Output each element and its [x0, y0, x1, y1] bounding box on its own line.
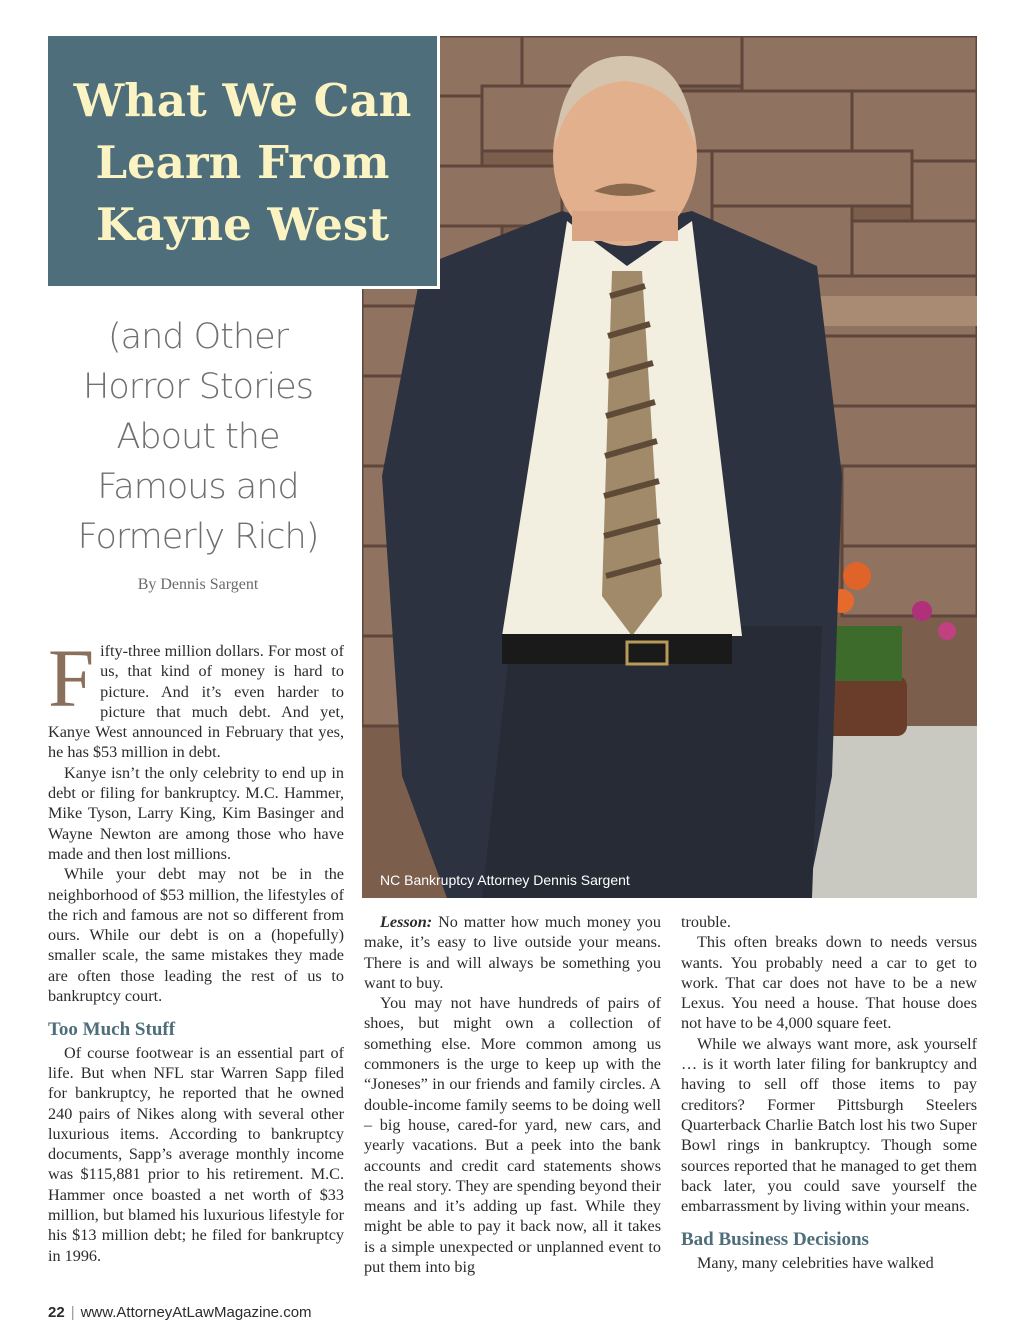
title-line: Learn From: [95, 136, 390, 189]
subtitle-line: About the: [116, 417, 280, 457]
paragraph-text: ifty-three million dollars. For most of us, that kind of money is hard to picture. And it’s even harder to picture that much debt. And yet, Kanye West announced in February that yes, he has $53 million in debt.: [48, 642, 344, 762]
paragraph: While we always want more, ask yourself … is it worth later filing for bankruptcy and having to sell off those items to pay creditors? Former Pittsburgh Steelers Quarterback Charlie Batch lost his two Super Bowl rings in bankruptcy. Though some sources reported that he managed to get them back later, you could save yourself the embarrassment by living within your means.: [681, 1034, 977, 1216]
drop-cap: F: [48, 632, 95, 724]
subtitle-line: (and Other: [107, 317, 288, 357]
column-1: [48, 632, 344, 1266]
paragraph: You may not have hundreds of pairs of shoes, but might own a collection of something else. More common among us commoners is the urge to keep up with the “Joneses” in our friends and family circles. A double-income family seems to be doing well – big house, cared-for yard, new cars, and yearly vacations. But a peek into the bank accounts and credit card statements shows the real story. They are spending beyond their means and it’s adding up fast. While they might be able to pay it back now, all it takes is a simple unexpected or unplanned event to put them into big: [364, 994, 661, 1277]
lesson-label: Lesson:: [380, 913, 433, 931]
footer-site-link[interactable]: www.AttorneyAtLawMagazine.com: [80, 1304, 312, 1321]
paragraph-text: No matter how much money you make, it’s easy to live outside your means. There is and will always be something you want to buy.: [364, 913, 661, 992]
footer-separator: |: [70, 1304, 75, 1321]
photo-caption: NC Bankruptcy Attorney Dennis Sargent: [380, 872, 630, 888]
paragraph: Of course footwear is an essential part of life. But when NFL star Warren Sapp filed for bankruptcy, he reported that he owned 240 pairs of Nikes along with several other luxurious items. According to bankruptcy documents, Sapp’s average monthly income was $115,881 prior to his retirement. M.C. Hammer once boasted a net worth of $33 million, but blamed his luxurious lifestyle for his $13 million debt; he filed for bankruptcy in 1996.: [48, 1043, 344, 1265]
subtitle-line: Formerly Rich): [77, 517, 319, 557]
title-line: Kayne West: [95, 198, 390, 251]
paragraph: trouble.: [681, 913, 731, 931]
photo-illustration: [362, 36, 977, 898]
page-footer: [48, 1304, 312, 1321]
section-heading: Too Much Stuff: [48, 1019, 176, 1041]
paragraph: [48, 632, 344, 763]
column-2: [364, 912, 661, 1277]
article-subtitle: [48, 312, 348, 562]
title-line: What We Can: [73, 74, 412, 127]
paragraph: This often breaks down to needs versus wants. You probably need a car to get to work. That car does not have to be a new Lexus. You need a house. That house does not have to be 4,000 square feet.: [681, 933, 977, 1033]
paragraph: [364, 912, 661, 993]
attorney-photo: [362, 36, 977, 898]
paragraph: While your debt may not be in the neighborhood of $53 million, the lifestyles of the rich and famous are not so different from ours. While our debt is on a (hopefully) smaller scale, the same mistakes they made are often those leading the rest of us to bankruptcy court.: [48, 865, 344, 1006]
title-box: [48, 36, 440, 289]
paragraph: Kanye isn’t the only celebrity to end up in debt or filing for bankruptcy. M.C. Hammer, Mike Tyson, Larry King, Kim Basinger and Wayne Newton are among those who have made and then lost millions.: [48, 763, 344, 863]
subtitle-line: Famous and: [97, 467, 299, 507]
page-number: 22: [48, 1304, 65, 1321]
column-3: [681, 912, 977, 1273]
subtitle-line: Horror Stories: [83, 367, 313, 407]
paragraph: Many, many celebrities have walked: [697, 1253, 934, 1272]
article-title: [74, 66, 412, 256]
section-heading: Bad Business Decisions: [681, 1229, 869, 1251]
byline: By Dennis Sargent: [137, 576, 259, 593]
